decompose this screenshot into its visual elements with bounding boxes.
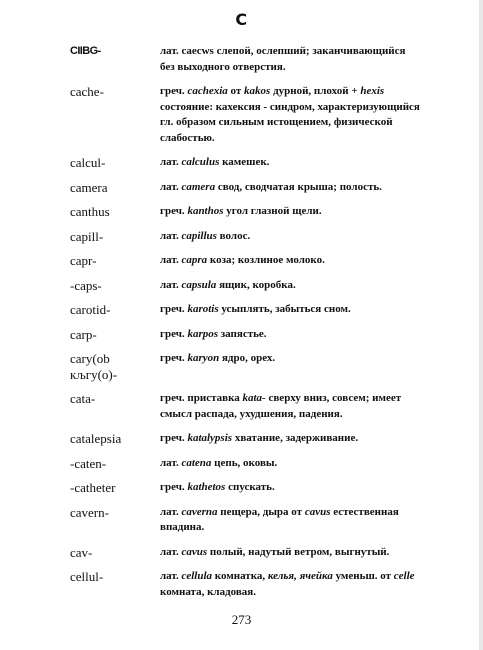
entry-term: cav- [70,544,93,560]
definition-italic-word: celle [393,570,415,582]
definition-text: ящик, коробка. [216,278,296,291]
page-number: 273 [231,612,252,627]
entry-definition [160,479,422,496]
definition-text: уменьш. от [332,570,394,582]
dictionary-entry [70,350,422,382]
page-edge-shadow [479,0,483,650]
dictionary-entry [70,83,422,146]
entry-term: cata- [70,391,96,406]
entry-term: -catheter [70,480,116,495]
entry-definition [160,544,422,561]
definition-italic-word: cavus [181,545,208,558]
definition-italic-word: katalypsis [187,432,233,444]
definition-italic-word: kathetos [187,481,226,493]
definition-italic-word: hexis [360,85,385,97]
entry-term: -caten- [70,455,107,471]
definition-text: естественная впадина. [160,505,399,533]
entry-definition [160,568,422,600]
definition-text: состояние: кахексия - синдром, характеризующийся гл. образом сильным истощением, физической слабостью. [160,100,420,144]
definition-text: греч. [160,352,188,364]
dictionary-entry [70,430,422,447]
definition-text: хватание, задерживание. [232,432,359,444]
definition-italic-word: catena [181,456,212,469]
entry-definition [160,154,422,171]
entry-list [70,43,422,608]
definition-text: греч. [160,432,188,444]
definition-italic-word: karotis [187,303,219,315]
dictionary-entry [70,179,422,196]
definition-text: лат. [160,545,182,558]
entry-definition [160,390,422,422]
definition-italic-word: kata- [242,392,266,404]
entry-definition [160,179,422,196]
entry-definition [160,350,422,367]
definition-text: цепь, оковы. [211,456,278,469]
definition-italic-word: capillus [181,229,217,242]
definition-text: свод, сводчатая крыша; полость. [215,180,382,193]
definition-italic-word: caverna [181,505,218,518]
definition-text: греч. [160,481,188,493]
definition-text: от [227,85,245,97]
entry-definition [160,504,422,536]
entry-definition [160,277,422,294]
definition-italic-word: kanthos [187,205,224,217]
dictionary-entry [70,154,422,171]
dictionary-entry [70,326,422,343]
definition-text: лат. [160,456,182,469]
definition-text: угол глазной щели. [223,205,322,217]
dictionary-entry [70,504,422,536]
definition-text: лат. [160,254,182,266]
definition-text: греч. приставка [160,392,243,404]
entry-definition [160,203,422,220]
entry-term: capr- [70,253,97,268]
entry-term: canthus [70,204,110,219]
definition-text: сверху вниз, совсем; имеет смысл распада, ухудшения, падения. [160,392,402,420]
entry-term: cache- [70,84,104,99]
definition-italic-word: келья, ячейка [267,570,333,582]
definition-italic-word: karpos [187,327,218,340]
dictionary-entry [70,43,422,75]
dictionary-entry [70,479,422,496]
definition-text: лат. [160,180,182,193]
definition-text: усыплять, забыться сном. [218,303,351,315]
definition-text: лат. [160,229,182,242]
dictionary-entry [70,568,422,600]
entry-definition [160,301,422,318]
definition-text: лат. [160,156,182,168]
definition-italic-word: camera [181,180,216,193]
dictionary-entry [70,301,422,318]
definition-text: дурной, плохой + [270,85,361,97]
definition-text: запястье. [218,327,267,340]
entry-definition [160,228,422,245]
entry-term: camera [70,179,108,195]
definition-text: комнатка, [212,570,268,582]
definition-italic-word: cavus [304,505,331,518]
entry-definition [160,326,422,343]
dictionary-entry [70,252,422,269]
definition-italic-word: capsula [181,278,217,291]
dictionary-entry [70,544,422,561]
definition-text: лат. caecws слепой, ослепший; заканчивающийся без выходного отверстия. [160,45,406,73]
definition-italic-word: calculus [181,156,220,168]
entry-term: catalepsia [70,431,122,446]
definition-italic-word: karyon [187,352,220,364]
definition-text: лат. [160,570,182,582]
definition-text: лат. [160,278,182,291]
definition-text: комната, кладовая. [160,585,257,598]
definition-italic-word: cellula [181,570,213,582]
definition-text: коза; козлиное молоко. [207,254,325,266]
definition-text: греч. [160,205,188,217]
entry-term: cellul- [70,569,104,584]
definition-italic-word: cachexia [187,85,228,97]
definition-text: пещера, дыра от [217,505,305,518]
entry-definition [160,455,422,472]
dictionary-entry [70,277,422,294]
entry-term: CIIBG- [70,45,101,57]
dictionary-entry [70,228,422,245]
definition-text: камешек. [219,156,270,168]
entry-term: cavern- [70,504,109,520]
definition-text: ядро, орех. [219,352,276,364]
section-letter-heading: C [235,10,248,29]
entry-term: calcul- [70,155,106,170]
definition-text: волос. [216,229,251,242]
entry-term: capill- [70,228,104,244]
entry-definition [160,430,422,447]
dictionary-entry [70,390,422,422]
dictionary-entry [70,455,422,472]
entry-term: carp- [70,326,97,342]
definition-text: спускать. [225,481,275,493]
definition-text: лат. [160,505,182,518]
entry-term: carotid- [70,302,111,317]
entry-definition [160,252,422,269]
definition-text: полый, надутый ветром, выгнутый. [207,545,390,558]
definition-italic-word: kakos [244,85,271,97]
dictionary-entry [70,203,422,220]
entry-term: -caps- [70,277,102,293]
entry-term: cary(ob кљгу(о)- [70,351,118,382]
definition-text: греч. [160,327,188,340]
definition-text: греч. [160,85,188,97]
entry-definition [160,83,422,146]
definition-text: греч. [160,303,188,315]
entry-definition [160,43,422,75]
definition-italic-word: capra [181,254,208,266]
